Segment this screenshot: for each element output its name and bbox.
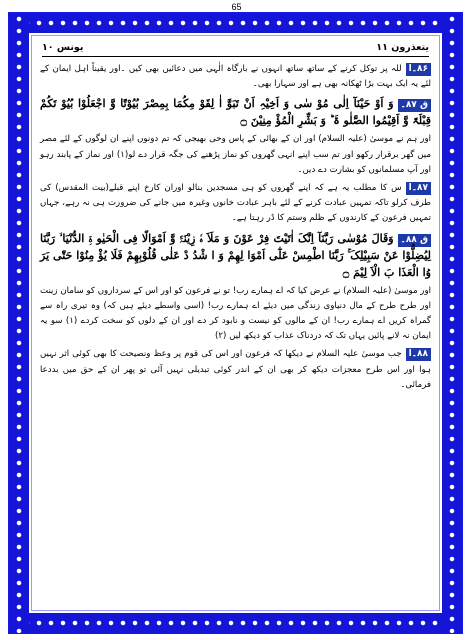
header-surah: یونس ۱۰: [42, 42, 84, 53]
header-juz: یتعذرون ۱۱: [376, 42, 429, 53]
arabic-verse-88: [40, 230, 431, 281]
header-divider: [42, 56, 429, 57]
border-left: [9, 13, 29, 633]
verse-tag: ق ۸۷۔: [398, 99, 431, 112]
translation-87: اور ہم نے موسیٰ (علیہ السلام) اور ان کے بھائی کے پاس وحی بھیجی کہ تم دونوں اپنے ان لوگوں کے لئے مصر میں گھر برقرار رکھو اور تم سب اپنے انہی گھروں کو نماز پڑھنے کی جگہ قرار دے لو(۱) اور نماز کے پابند رہو اور آپ مسلمانوں کو بشارت دے دیں۔: [40, 134, 431, 175]
border-bottom: [9, 613, 462, 633]
border-top: [9, 13, 462, 33]
commentary-text: س کا مطلب یہ ہے کہ اپنے گھروں کو ہی مسجدیں بنالو اوران کارخ اپنے قبلے(بیت المقدس) کی طرف کرلو تاکہ تمہیں عبادت کرنے کے لئے باہر عبادت خانوں وغیرہ میں جانے کی ضرورت ہی نہ رہے، جہاں تمہیں فرعون کے کارندوں کے ظلم وستم کا ڈر رہتا ہے۔: [40, 183, 431, 224]
page-number: 65: [231, 2, 242, 12]
page-frame: [8, 12, 463, 634]
translation-88: اور موسیٰ (علیہ السلام) نے عرض کیا کہ اے ہمارے رب! تو نے فرعون کو اور اس کے سرداروں کو سامان زینت اور طرح طرح کے مال دنیاوی زندگی میں دیئے اے ہمارے رب! (اسی واسطے دیئے ہیں کہ) وہ تیری راہ سے گمراہ کریں اے ہمارے رب! ان کے مالوں کو نیست و نابود کر دے اور ان کے دلوں کو سخت کردے (۱) سو یہ ایمان نہ لانے پائیں یہاں تک کہ دردناک عذاب کو دیکھ لیں (۲): [40, 285, 432, 342]
verse-tag: ۸۶۔ا: [406, 63, 431, 76]
arabic-verse-87: [40, 95, 431, 129]
arabic-text: وَقَالَ مُوْسٰی رَبَّنَآ اِنَّکَ اٰتَیْتَ فِرْ عَوْنَ وَ مَلَاَ ہٗ زِیْنَۃً وَّ اَمْوَالًا فِی الْحَیٰو ۃِ الدُّنْیَا ۙ رَبَّنَا لِیُضِلُّوْا عَنْ سَبِیْلِکَ ۚ رَبَّنَا اطْمِسْ عَلٰٓی اَمْوَا لِھِمْ وَ ا شْدُ دْ عَلٰی قُلُوْبِھِمْ فَلَا یُؤْ مِنُوْا حَتّٰی یَرَ وُا الْعَذَا بَ الْاَ لِیْمَ ۝: [40, 231, 431, 279]
arabic-text: وَ اَوْ حَیْنَآ اِلٰی مُوْ سٰی وَ اَخِیْہِ اَنْ تَبَوَّ اٰ لِقَوْ مِکُمَا بِمِصْرَ بُیُوْتًا وَّ اجْعَلُوْا بُیُوْ تَکُمْ قِبْلَۃً وَّ اَقِیْمُوا الصَّلٰو ۃَ ؕ وَ بَشِّرِ الْمُؤْ مِنِیْنَ ۝: [40, 97, 431, 128]
verse-tag: ۸۸۔ا: [406, 348, 431, 361]
running-header: [42, 42, 429, 56]
commentary-88: [40, 347, 431, 393]
verse-tag: ۸۷۔ا: [406, 182, 431, 195]
text-area: [31, 35, 440, 611]
commentary-text: جب موسیٰ علیہ السلام نے دیکھا کہ فرعون اور اس کی قوم پر وعظ ونصیحت کا بھی کوئی اثر نہیں ہوا اور اس طرح معجزات دیکھ کر بھی ان کے اندر کوئی تبدیلی نہیں آئی تو پھر ان کے حق میں بددعا فرمائی۔: [40, 349, 431, 390]
commentary-86: [40, 62, 431, 92]
verse-tag: ق ۸۸۔: [398, 234, 431, 247]
commentary-87: [40, 181, 431, 227]
commentary-text: للہ پر توکل کرنے کے ساتھ ساتھ انہوں نے بارگاہ الٰہی میں دعائیں بھی کیں ۔اور یقیناً اہل ایمان کے لئے یہ ایک بہت بڑا ٹھکانہ بھی ہے اور سہارا بھی۔: [40, 64, 431, 90]
border-right: [442, 13, 462, 633]
page-content: [40, 62, 431, 604]
